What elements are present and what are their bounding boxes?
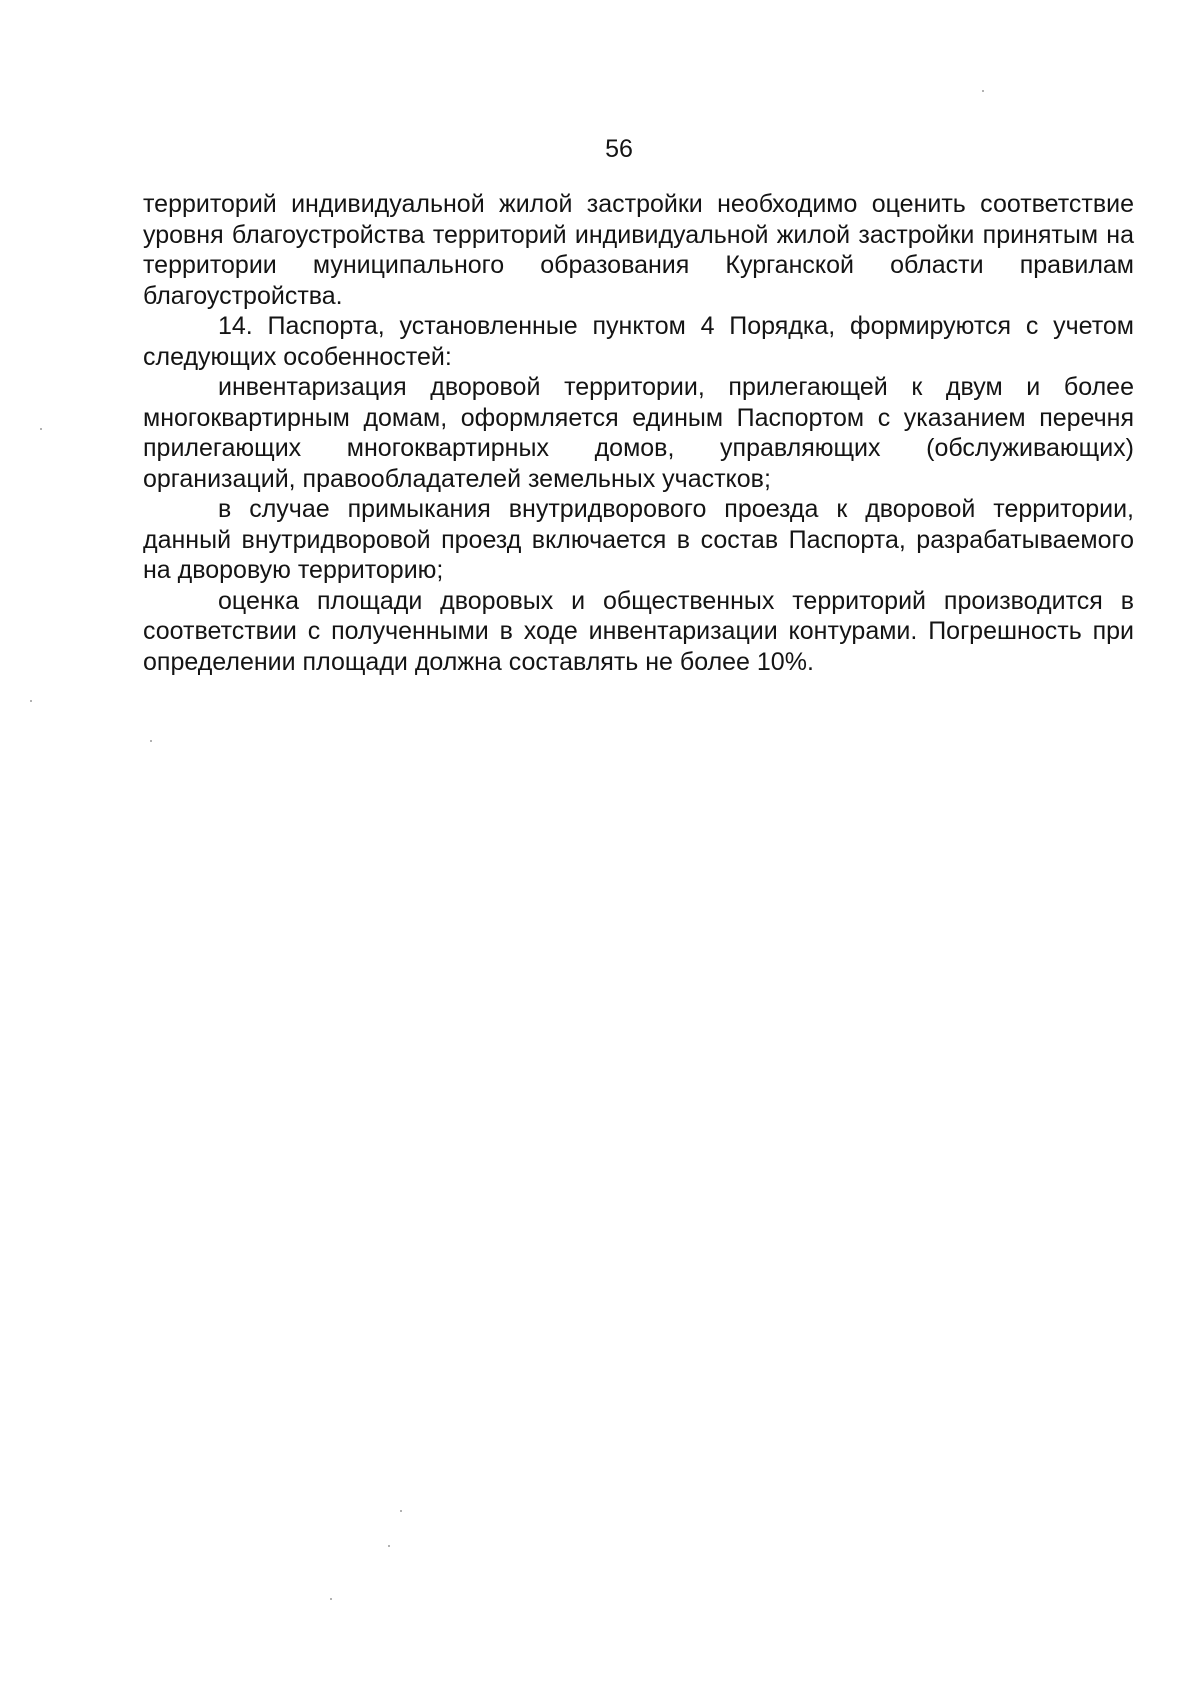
paragraph-item-14: 14. Паспорта, установленные пунктом 4 Порядка, формируются с учетом следующих особенностей: xyxy=(143,312,1134,371)
paragraph-continuation: территорий индивидуальной жилой застройки необходимо оценить соответствие уровня благоустройства территорий индивидуальной жилой застройки принятым на территории муниципального образования Курганской области правилам благоустройства. xyxy=(143,190,1134,310)
paragraph-area-assessment: оценка площади дворовых и общественных территорий производится в соответствии с полученными в ходе инвентаризации контурами. Погрешность при определении площади должна составлять не более 10%. xyxy=(143,586,1134,676)
paragraph-internal-driveway: в случае примыкания внутридворового проезда к дворовой территории, данный внутридворовой проезд включается в состав Паспорта, разрабатываемого на дворовую территорию; xyxy=(143,495,1134,584)
document-body xyxy=(143,189,1134,677)
scan-speck xyxy=(150,740,152,742)
scan-speck xyxy=(330,1598,332,1600)
scan-speck xyxy=(400,1510,402,1512)
scan-speck xyxy=(388,1545,390,1547)
scan-speck xyxy=(30,700,32,702)
scan-speck xyxy=(982,90,984,92)
page-number: 56 xyxy=(605,135,633,163)
paragraph-inventory-multiple-houses: инвентаризация дворовой территории, прилегающей к двум и более многоквартирным домам, оформляется единым Паспортом с указанием перечня прилегающих многоквартирных домов, управляющих (обслуживающих) организаций, правообладателей земельных участков; xyxy=(143,373,1134,493)
scan-speck xyxy=(40,428,42,430)
